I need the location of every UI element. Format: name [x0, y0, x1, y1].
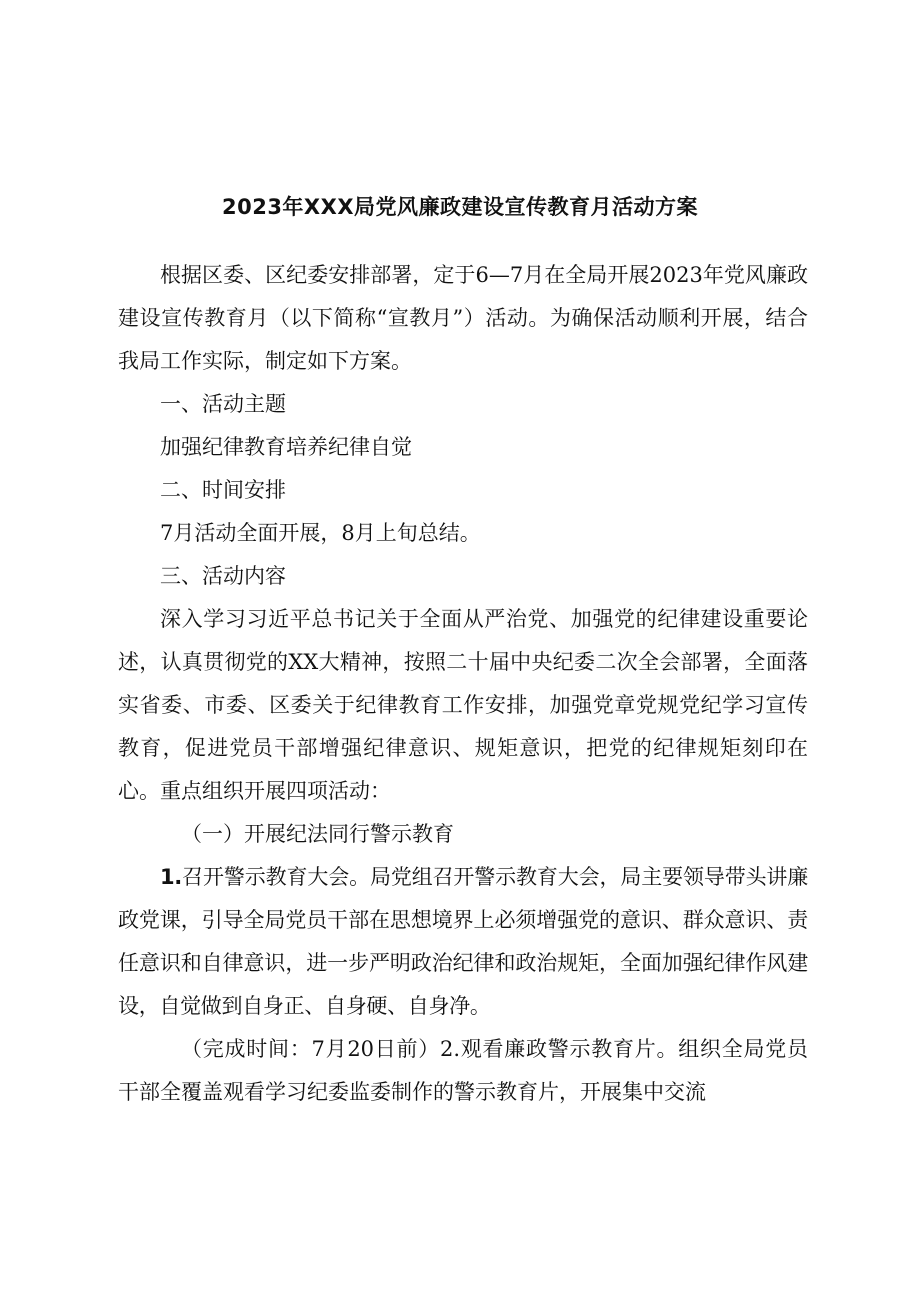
item-1-text: 召开警示教育大会。局党组召开警示教育大会，局主要领导带头讲廉政党课，引导全局党员干部在思想境界上必须增强党的意识、群众意识、责任意识和自律意识，进一步严明政治纪律和政治规矩，全面加强纪律作风建设，自觉做到自身正、自身硬、自身净。	[118, 865, 808, 1018]
item-2-text: 2.观看廉政警示教育片。组织全局党员干部全覆盖观看学习纪委监委制作的警示教育片，开展集中交流	[118, 1037, 808, 1104]
subsection-heading-warning-education: （一）开展纪法同行警示教育	[181, 822, 454, 846]
section-text-schedule: 7月活动全面开展，8月上旬总结。	[160, 521, 481, 545]
item-1-paragraph	[118, 856, 808, 1028]
section-text-theme: 加强纪律教育培养纪律自觉	[160, 435, 412, 459]
item-2-paragraph	[118, 1028, 808, 1114]
section-heading-schedule: 二、时间安排	[160, 478, 286, 502]
document-title: 2023年XXX局党风廉政建设宣传教育月活动方案	[221, 195, 699, 219]
intro-paragraph: 根据区委、区纪委安排部署，定于6—7月在全局开展2023年党风廉政建设宣传教育月（以下简称“宣教月”）活动。为确保活动顺利开展，结合我局工作实际，制定如下方案。	[118, 263, 808, 373]
section-heading-content: 三、活动内容	[160, 564, 286, 588]
section-text-content: 深入学习习近平总书记关于全面从严治党、加强党的纪律建设重要论述，认真贯彻党的XX大精神，按照二十届中央纪委二次全会部署，全面落实省委、市委、区委关于纪律教育工作安排，加强党章党规党纪学习宣传教育，促进党员干部增强纪律意识、规矩意识，把党的纪律规矩刻印在心。重点组织开展四项活动：	[118, 607, 808, 803]
document-body	[118, 254, 808, 1114]
item-2-prefix: （完成时间：7月20日前）	[181, 1037, 441, 1061]
section-heading-theme: 一、活动主题	[160, 392, 286, 416]
item-1-number: 1.	[160, 865, 182, 889]
